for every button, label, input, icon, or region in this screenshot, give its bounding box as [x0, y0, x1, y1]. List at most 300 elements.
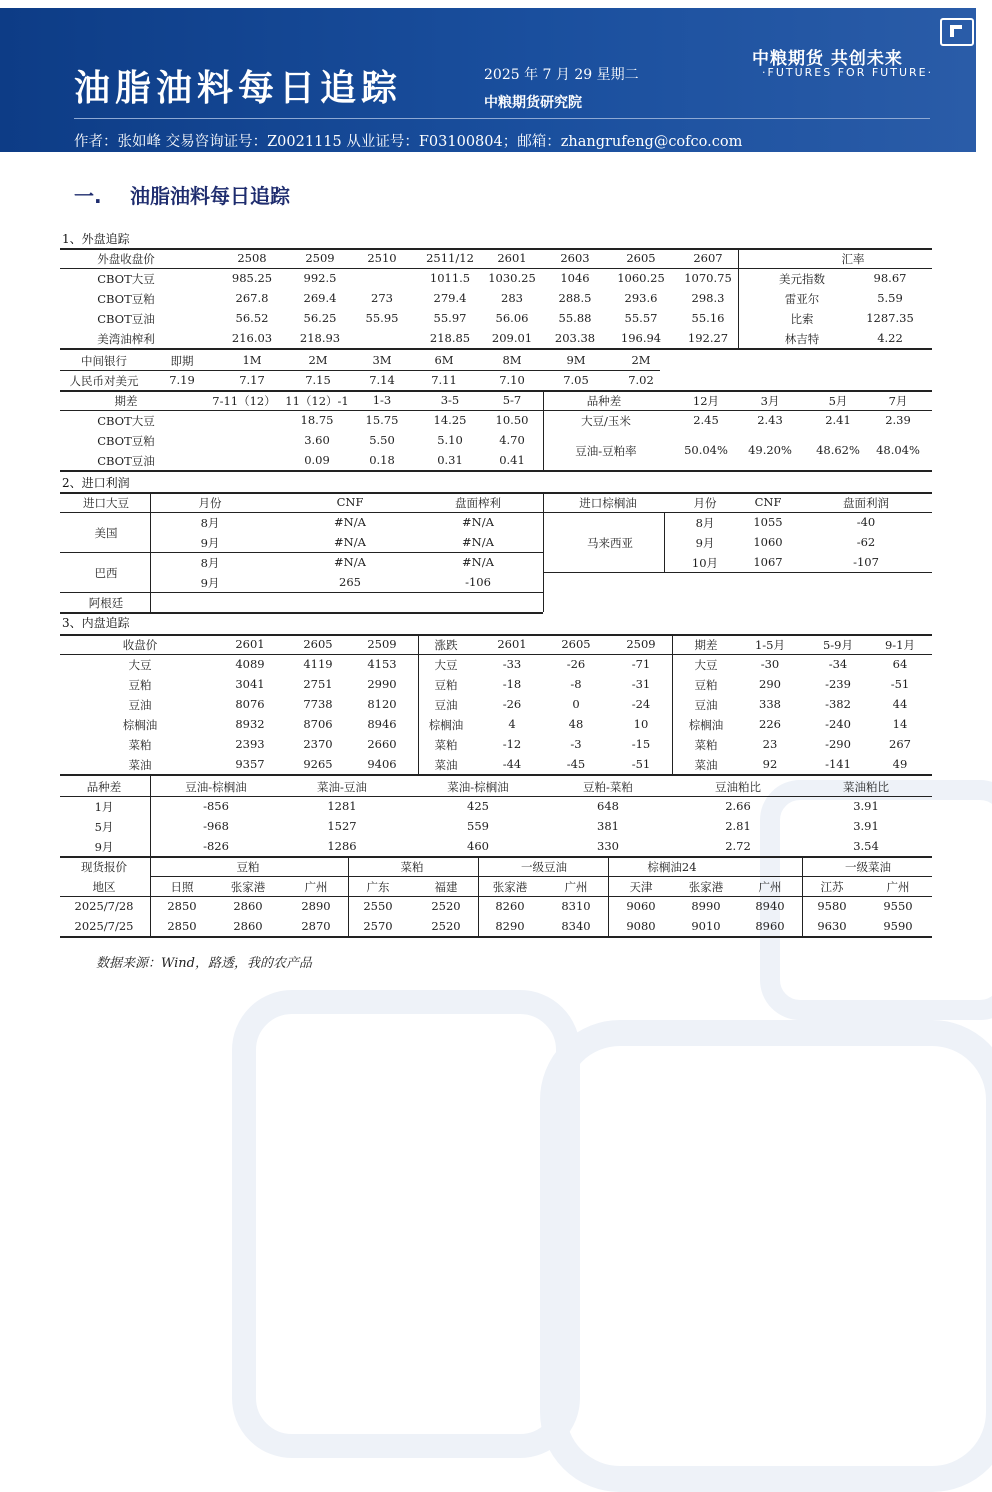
table-cell: 9月	[200, 536, 220, 550]
table-cell: 56.52	[235, 311, 269, 325]
table-cell: 1月	[94, 800, 114, 814]
logo-icon	[940, 18, 974, 46]
table-header-cell: 9M	[566, 353, 586, 367]
table-cell: 10	[633, 717, 649, 731]
table-cell: 2.43	[757, 413, 783, 427]
table-cell: 273	[371, 291, 393, 305]
table-cell: 0.31	[437, 453, 463, 467]
table-header-cell: 2605	[561, 637, 591, 651]
table-header-cell: 张家港	[688, 880, 724, 894]
table-cell: -26	[502, 697, 522, 711]
table-rule	[60, 796, 932, 797]
table-header-cell: 中间银行	[81, 354, 127, 368]
table-header-cell: 一级菜油	[845, 860, 891, 874]
table-cell: 92	[762, 757, 778, 771]
table-cell: 9550	[883, 899, 913, 913]
table-cell: 985.25	[231, 271, 273, 285]
table-rule	[60, 248, 932, 250]
table-header-cell: 即期	[170, 354, 194, 368]
table-header-cell: 11（12）-1	[285, 394, 349, 408]
table-header-cell: 2M	[631, 353, 651, 367]
table-header-cell: 2601	[497, 251, 527, 265]
table-header-cell: 涨跌	[434, 638, 458, 652]
table-cell: 55.97	[433, 311, 467, 325]
table-rule	[60, 896, 932, 897]
table-header-cell: 月份	[693, 496, 717, 510]
table-cell: 7738	[303, 697, 333, 711]
table-cell: -12	[502, 737, 522, 751]
table-cell: CBOT大豆	[97, 414, 155, 428]
table-cell: 226	[759, 717, 781, 731]
table-cell: 265	[339, 575, 361, 589]
table-rule	[150, 876, 932, 877]
table-cell: 7.17	[239, 373, 265, 387]
table-header-cell: 12月	[692, 394, 720, 408]
table-rule	[60, 492, 932, 494]
table-cell: 8076	[235, 697, 265, 711]
table-cell: 1060	[753, 535, 783, 549]
table-cell: 192.27	[687, 331, 729, 345]
table-cell: CBOT豆粕	[97, 292, 155, 306]
table-cell: 49	[892, 757, 908, 771]
table-cell: 2860	[233, 899, 263, 913]
table-header-cell: 进口大豆	[83, 496, 129, 510]
table-cell: 棕榈油	[688, 718, 724, 732]
table-cell: 美湾油榨利	[97, 332, 155, 346]
table-header-cell: 菜油-棕榈油	[447, 780, 509, 794]
table-cell: 1286	[327, 839, 357, 853]
subsection-title: 1、外盘追踪	[62, 232, 130, 246]
table-cell: 48	[568, 717, 584, 731]
table-header-cell: 外盘收盘价	[97, 252, 155, 266]
table-cell: 559	[467, 819, 489, 833]
table-cell: 8960	[755, 919, 785, 933]
table-cell: 棕榈油	[428, 718, 464, 732]
table-header-cell: 地区	[92, 880, 116, 894]
table-cell: #N/A	[462, 535, 494, 549]
table-cell: 10月	[691, 556, 719, 570]
table-cell: 美元指数	[779, 272, 825, 286]
table-header-cell: 2511/12	[426, 251, 474, 265]
table-cell: 0.09	[304, 453, 330, 467]
table-cell: 4153	[367, 657, 397, 671]
report-title: 油脂油料每日追踪	[74, 68, 403, 109]
table-header-cell: 2603	[560, 251, 590, 265]
table-cell: 9010	[691, 919, 721, 933]
table-cell: CBOT大豆	[97, 272, 155, 286]
table-cell: 0	[572, 697, 580, 711]
header-divider	[74, 118, 930, 119]
table-header-cell: 品种差	[86, 780, 122, 794]
table-cell: 菜粕	[694, 738, 718, 752]
table-cell: 5.10	[437, 433, 463, 447]
table-cell: -71	[631, 657, 651, 671]
table-cell: 人民币对美元	[69, 374, 139, 388]
table-cell: 10.50	[495, 413, 529, 427]
table-cell: 豆粕	[128, 678, 152, 692]
table-cell: -44	[502, 757, 522, 771]
table-cell: -18	[502, 677, 522, 691]
table-cell: 196.94	[620, 331, 662, 345]
table-header-cell: 汇率	[841, 252, 865, 266]
table-cell: -24	[631, 697, 651, 711]
table-cell: CBOT豆油	[97, 312, 155, 326]
table-header-cell: 1-3	[372, 393, 392, 407]
table-cell: 9590	[883, 919, 913, 933]
table-cell: 8706	[303, 717, 333, 731]
table-cell: 9月	[200, 576, 220, 590]
table-cell: -62	[856, 535, 876, 549]
table-cell: -826	[203, 839, 229, 853]
company-logo-text: 中粮期货 共创未来	[752, 49, 903, 69]
table-header-cell: 2607	[693, 251, 723, 265]
table-rule	[60, 936, 932, 938]
table-header-cell: 菜油-豆油	[317, 780, 367, 794]
table-header-cell: 豆油粕比	[715, 780, 761, 794]
table-cell: -856	[203, 799, 229, 813]
table-cell: 8310	[561, 899, 591, 913]
table-header-cell: 1-5月	[754, 638, 786, 652]
table-cell: 269.4	[303, 291, 337, 305]
table-cell: 1067	[753, 555, 783, 569]
table-header-cell: 豆粕	[236, 860, 260, 874]
table-header-cell: 6M	[434, 353, 454, 367]
table-header-cell: 豆油-棕榈油	[185, 780, 247, 794]
table-cell: 218.85	[429, 331, 471, 345]
table-rule	[60, 390, 932, 392]
table-cell: #N/A	[334, 535, 366, 549]
table-cell: 比索	[790, 312, 814, 326]
country-label: 巴西	[94, 566, 118, 580]
table-cell: 1527	[327, 819, 357, 833]
table-cell: 2.45	[693, 413, 719, 427]
table-header-cell: 期差	[114, 394, 138, 408]
section-number: 一.	[74, 184, 102, 208]
table-cell: -51	[890, 677, 910, 691]
table-header-cell: 期差	[694, 638, 718, 652]
table-cell: #N/A	[334, 515, 366, 529]
table-header-cell: 盘面榨利	[455, 496, 501, 510]
table-header-cell: 8M	[502, 353, 522, 367]
table-header-cell: 一级豆油	[521, 860, 567, 874]
table-cell: 豆油	[694, 698, 718, 712]
table-header-cell: 江苏	[820, 880, 844, 894]
table-cell: -3	[570, 737, 582, 751]
table-cell: 菜油	[434, 758, 458, 772]
table-cell: 7.05	[563, 373, 589, 387]
table-cell: 290	[759, 677, 781, 691]
table-header-cell: 9-1月	[884, 638, 916, 652]
table-cell: 9357	[235, 757, 265, 771]
table-cell: 1030.25	[488, 271, 536, 285]
table-cell: 2393	[235, 737, 265, 751]
section-title	[74, 180, 290, 209]
table-cell: 293.6	[624, 291, 658, 305]
table-cell: 豆油	[128, 698, 152, 712]
report-header	[0, 8, 976, 152]
table-cell: 雷亚尔	[784, 292, 820, 306]
table-cell: 8932	[235, 717, 265, 731]
author-line: 作者：张如峰 交易咨询证号：Z0021115 从业证号：F03100804；邮箱：zhangrufeng@cofco.com	[74, 134, 743, 150]
section-title-text: 油脂油料每日追踪	[130, 184, 290, 208]
table-cell: 2370	[303, 737, 333, 751]
table-cell: 460	[467, 839, 489, 853]
table-cell: 55.88	[558, 311, 592, 325]
table-cell: 8290	[495, 919, 525, 933]
table-cell: #N/A	[462, 515, 494, 529]
table-cell: 8990	[691, 899, 721, 913]
table-header-cell: 现货报价	[81, 860, 127, 874]
table-cell: 2025/7/28	[74, 899, 134, 913]
table-header-cell: 3月	[760, 394, 780, 408]
table-header-cell: 月份	[198, 496, 222, 510]
table-header-cell: 日照	[170, 880, 194, 894]
table-cell: 55.57	[624, 311, 658, 325]
table-header-cell: 5-9月	[822, 638, 854, 652]
table-cell: 4119	[303, 657, 333, 671]
table-cell: 56.25	[303, 311, 337, 325]
country-label: 阿根廷	[88, 596, 124, 610]
table-cell: 0.18	[369, 453, 395, 467]
table-cell: 3.91	[853, 799, 879, 813]
table-rule	[60, 348, 932, 350]
table-rule	[60, 592, 543, 593]
table-cell: -8	[570, 677, 582, 691]
table-cell: -26	[566, 657, 586, 671]
table-cell: 279.4	[433, 291, 467, 305]
table-cell: 14.25	[433, 413, 467, 427]
table-cell: 2.41	[825, 413, 851, 427]
table-header-cell: 广州	[758, 880, 782, 894]
country-label: 美国	[94, 526, 118, 540]
table-cell: 2.81	[725, 819, 751, 833]
table-header-cell: 2601	[497, 637, 527, 651]
table-cell: 9月	[695, 536, 715, 550]
table-cell: 豆粕	[694, 678, 718, 692]
table-cell: 2550	[363, 899, 393, 913]
table-header-cell: 2605	[303, 637, 333, 651]
table-cell: 大豆	[128, 658, 152, 672]
table-header-cell: 天津	[629, 880, 653, 894]
table-cell: 2990	[367, 677, 397, 691]
table-cell: 55.95	[365, 311, 399, 325]
table-cell: 7.15	[305, 373, 331, 387]
table-header-cell: 广州	[304, 880, 328, 894]
table-cell: 381	[597, 819, 619, 833]
table-cell: 2025/7/25	[74, 919, 134, 933]
table-cell: 3041	[235, 677, 265, 691]
table-cell: 大豆	[694, 658, 718, 672]
table-cell: 2520	[431, 919, 461, 933]
table-cell: -30	[760, 657, 780, 671]
table-header-cell: 3-5	[440, 393, 460, 407]
table-cell: 56.06	[495, 311, 529, 325]
table-header-cell: 福建	[434, 880, 458, 894]
table-cell: 2.66	[725, 799, 751, 813]
table-cell: 8260	[495, 899, 525, 913]
table-cell: 9265	[303, 757, 333, 771]
table-cell: -290	[825, 737, 851, 751]
table-cell: 203.38	[554, 331, 596, 345]
company-slogan: ·FUTURES FOR FUTURE·	[762, 66, 934, 79]
table-cell: 218.93	[299, 331, 341, 345]
table-cell: 98.67	[873, 271, 907, 285]
table-cell: 9080	[626, 919, 656, 933]
table-cell: 2850	[167, 899, 197, 913]
table-cell: 3.91	[853, 819, 879, 833]
report-date: 2025 年 7 月 29 星期二	[484, 67, 639, 83]
table-cell: 9406	[367, 757, 397, 771]
table-cell: -106	[465, 575, 491, 589]
table-cell: 豆油-豆粕率	[575, 444, 637, 458]
table-cell: 1070.75	[684, 271, 732, 285]
table-cell: 8120	[367, 697, 397, 711]
table-cell: 267.8	[235, 291, 269, 305]
table-header-cell: 张家港	[492, 880, 528, 894]
table-cell: 7.14	[369, 373, 395, 387]
table-cell: 林吉特	[784, 332, 820, 346]
table-header-cell: 5月	[828, 394, 848, 408]
table-cell: 7.02	[628, 373, 654, 387]
table-cell: 菜油	[694, 758, 718, 772]
table-header-cell: 2509	[367, 637, 397, 651]
table-cell: 菜油	[128, 758, 152, 772]
table-cell: 4089	[235, 657, 265, 671]
table-cell: -33	[502, 657, 522, 671]
table-header-cell: 2509	[305, 251, 335, 265]
table-cell: 7.11	[431, 373, 457, 387]
table-cell: 2890	[301, 899, 331, 913]
table-cell: 18.75	[300, 413, 334, 427]
subsection-title: 2、进口利润	[62, 476, 130, 490]
table-header-cell: 广州	[564, 880, 588, 894]
table-cell: 2570	[363, 919, 393, 933]
table-cell: 2520	[431, 899, 461, 913]
table-rule	[60, 268, 932, 269]
table-cell: -968	[203, 819, 229, 833]
table-cell: 330	[597, 839, 619, 853]
table-cell: 8月	[200, 556, 220, 570]
table-cell: 0.41	[499, 453, 525, 467]
table-cell: -45	[566, 757, 586, 771]
table-cell: -382	[825, 697, 851, 711]
table-cell: 48.04%	[876, 443, 920, 457]
table-cell: 1287.35	[866, 311, 914, 325]
table-header-cell: 收盘价	[122, 638, 158, 652]
table-cell: 992.5	[303, 271, 337, 285]
table-cell: -51	[631, 757, 651, 771]
table-cell: 8月	[695, 516, 715, 530]
table-cell: -15	[631, 737, 651, 751]
table-header-cell: 品种差	[586, 394, 622, 408]
table-cell: 3.60	[304, 433, 330, 447]
table-cell: -34	[828, 657, 848, 671]
table-rule	[60, 654, 932, 655]
table-header-cell: 2508	[237, 251, 267, 265]
table-header-cell: 2M	[308, 353, 328, 367]
table-header-cell: 2605	[626, 251, 656, 265]
table-cell: 209.01	[491, 331, 533, 345]
table-header-cell: 3M	[372, 353, 392, 367]
table-rule	[60, 634, 932, 636]
table-cell: 1011.5	[429, 271, 471, 285]
institute-name: 中粮期货研究院	[484, 95, 582, 111]
table-cell: 288.5	[558, 291, 592, 305]
table-header-cell: 5-7	[502, 393, 522, 407]
table-cell: 4.70	[499, 433, 525, 447]
table-cell: 菜粕	[434, 738, 458, 752]
table-cell: 9630	[817, 919, 847, 933]
table-cell: 283	[501, 291, 523, 305]
table-cell: -31	[631, 677, 651, 691]
table-cell: 2870	[301, 919, 331, 933]
table-cell: 5.59	[877, 291, 903, 305]
table-header-cell: 进口棕榈油	[579, 496, 637, 510]
table-rule	[60, 470, 932, 472]
table-cell: 9580	[817, 899, 847, 913]
table-cell: 2.72	[725, 839, 751, 853]
table-cell: 1046	[560, 271, 590, 285]
table-rule	[60, 410, 932, 411]
table-cell: 8340	[561, 919, 591, 933]
table-cell: CBOT豆油	[97, 454, 155, 468]
table-cell: 48.62%	[816, 443, 860, 457]
table-cell: 7.10	[499, 373, 525, 387]
table-cell: 14	[892, 717, 908, 731]
table-cell: -40	[856, 515, 876, 529]
table-header-cell: 2510	[367, 251, 397, 265]
table-header-cell: CNF	[336, 495, 364, 509]
table-cell: 4.22	[877, 331, 903, 345]
table-rule	[60, 370, 660, 371]
table-cell: 64	[892, 657, 908, 671]
table-header-cell: 1M	[242, 353, 262, 367]
table-header-cell: 菜粕	[400, 860, 424, 874]
table-header-cell: 菜油粕比	[843, 780, 889, 794]
table-cell: 338	[759, 697, 781, 711]
table-cell: 23	[762, 737, 778, 751]
table-cell: 15.75	[365, 413, 399, 427]
background-decoration	[232, 990, 580, 1458]
table-header-cell: 豆粕-菜粕	[583, 780, 633, 794]
background-decoration	[540, 1020, 992, 1492]
table-header-cell: CNF	[754, 495, 782, 509]
table-rule	[672, 634, 673, 774]
table-cell: 5.50	[369, 433, 395, 447]
table-rule	[60, 612, 543, 614]
table-cell: CBOT豆粕	[97, 434, 155, 448]
table-header-cell: 盘面利润	[843, 496, 889, 510]
table-header-cell: 棕榈油24	[647, 860, 697, 874]
table-header-cell: 7月	[888, 394, 908, 408]
table-cell: 大豆	[434, 658, 458, 672]
table-rule	[60, 512, 932, 513]
table-cell: 44	[892, 697, 908, 711]
table-cell: 菜粕	[128, 738, 152, 752]
table-rule	[543, 572, 932, 573]
table-rule	[60, 774, 932, 776]
table-cell: 9060	[626, 899, 656, 913]
country-label: 马来西亚	[587, 536, 633, 550]
table-cell: 豆油	[434, 698, 458, 712]
table-cell: 1281	[327, 799, 357, 813]
table-header-cell: 广东	[366, 880, 390, 894]
table-cell: 298.3	[691, 291, 725, 305]
table-cell: 7.19	[169, 373, 195, 387]
table-cell: 2.39	[885, 413, 911, 427]
table-cell: #N/A	[462, 555, 494, 569]
table-cell: 1055	[753, 515, 783, 529]
